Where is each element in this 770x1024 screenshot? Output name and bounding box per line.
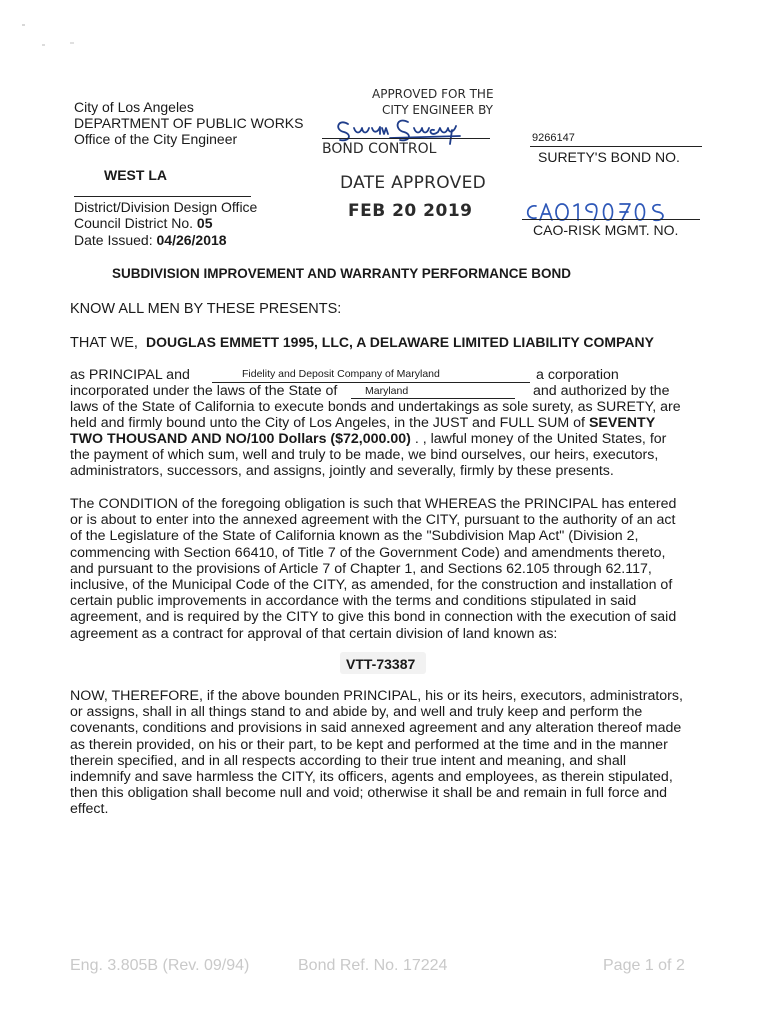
council-label: Council District No. bbox=[74, 215, 194, 231]
incorporated-text: incorporated under the laws of the State of bbox=[70, 383, 338, 399]
date-approved-label: DATE APPROVED bbox=[340, 173, 487, 193]
condition-paragraph bbox=[70, 496, 720, 642]
intro-line: KNOW ALL MEN BY THESE PRESENTS: bbox=[70, 301, 342, 317]
now-therefore-paragraph bbox=[70, 688, 720, 818]
surety-name-field bbox=[212, 368, 530, 383]
approval-line-1: APPROVED FOR THE bbox=[372, 87, 494, 101]
sum-words-part1: SEVENTY bbox=[588, 415, 656, 431]
cao-label: CAO-RISK MGMT. NO. bbox=[533, 222, 679, 238]
org-line-department: DEPARTMENT OF PUBLIC WORKS bbox=[74, 115, 304, 131]
document-title: SUBDIVISION IMPROVEMENT AND WARRANTY PERFORMANCE BOND bbox=[112, 266, 572, 281]
scan-speck bbox=[42, 44, 45, 46]
surety-bond-underline bbox=[530, 146, 702, 147]
state-name: Maryland bbox=[365, 385, 409, 397]
area-name: WEST LA bbox=[104, 167, 167, 183]
para1-line6: the payment of which sum, well and truly to be made, we bind ourselves, our heirs, executors, bbox=[70, 447, 659, 463]
bond-control-label: BOND CONTROL bbox=[322, 141, 437, 157]
council-district bbox=[74, 215, 213, 231]
area-underline bbox=[74, 196, 251, 197]
now-therefore-line: then this obligation shall become null and void; otherwise it shall be and remain in full force and bbox=[70, 785, 668, 802]
now-therefore-line: effect. bbox=[70, 801, 109, 818]
para1-line4-text: held and firmly bound unto the City of Los Angeles, in the JUST and FULL SUM of bbox=[70, 415, 585, 431]
condition-line: and pursuant to the provisions of Article 7 of Chapter 1, and Sections 62.105 through 62.117, bbox=[70, 560, 652, 577]
tract-number: VTT-73387 bbox=[346, 656, 416, 672]
condition-line: certain public improvements in accordance with the terms and conditions stipulated in said bbox=[70, 593, 637, 610]
date-issued-label: Date Issued: bbox=[74, 232, 153, 248]
condition-line: of the Legislature of the State of California known as the "Subdivision Map Act" (Division 2, bbox=[70, 528, 639, 545]
condition-line: inclusive, of the Municipal Code of the CITY, as amended, for the construction and installation of bbox=[70, 577, 673, 594]
now-therefore-line: indemnify and save harmless the CITY, its officers, agents and employees, as therein stipulated, bbox=[70, 769, 673, 786]
surety-name: Fidelity and Deposit Company of Maryland bbox=[242, 368, 440, 380]
date-issued-value: 04/26/2018 bbox=[156, 232, 227, 248]
org-line-office: Office of the City Engineer bbox=[74, 131, 238, 147]
now-therefore-line: NOW, THEREFORE, if the above bounden PRINCIPAL, his or its heirs, executors, administrators, bbox=[70, 688, 683, 704]
footer-bond-ref: Bond Ref. No. 17224 bbox=[298, 957, 448, 974]
footer-page-number: Page 1 of 2 bbox=[603, 957, 685, 974]
condition-line: commencing with Section 66410, of Title 7 of the Government Code) and amendments thereto, bbox=[70, 544, 666, 561]
authorized-text: and authorized by the bbox=[533, 383, 670, 399]
footer-form-number: Eng. 3.805B (Rev. 09/94) bbox=[70, 957, 250, 974]
as-principal-text: as PRINCIPAL and bbox=[70, 367, 190, 383]
date-approved-value: FEB 20 2019 bbox=[348, 201, 473, 221]
condition-line: agreement, and is required by the CITY to give this bond in connection with the execution of said bbox=[70, 609, 677, 626]
condition-line: The CONDITION of the foregoing obligation is such that WHEREAS the PRINCIPAL has entered bbox=[70, 496, 677, 512]
sum-words-part2: TWO THOUSAND AND NO/100 Dollars ($72,000.00) bbox=[70, 431, 411, 447]
cao-underline bbox=[522, 219, 700, 220]
now-therefore-line: therein specified, and in all respects according to their true intent and meaning, and shall bbox=[70, 752, 627, 769]
condition-line: or is about to enter into the annexed agreement with the CITY, pursuant to the authority of an act bbox=[70, 512, 676, 529]
condition-line: agreement as a contract for approval of that certain division of land known as: bbox=[70, 625, 558, 642]
para1-line7: administrators, successors, and assigns, jointly and severally, firmly by these presents. bbox=[70, 463, 614, 479]
org-line-city: City of Los Angeles bbox=[74, 99, 194, 115]
that-we-line bbox=[70, 334, 654, 351]
that-we-prefix: THAT WE, bbox=[70, 335, 138, 351]
date-issued bbox=[74, 232, 227, 248]
para1-line4 bbox=[70, 415, 655, 431]
para1-line5 bbox=[70, 431, 666, 447]
para1-line5-text: . , lawful money of the United States, for bbox=[414, 431, 667, 447]
bond-control-line bbox=[322, 138, 490, 139]
scan-speck bbox=[22, 24, 25, 26]
para1-line3: laws of the State of California to execute bonds and undertakings as sole surety, as SURETY, are bbox=[70, 399, 681, 415]
state-field bbox=[351, 384, 515, 399]
principal-name: DOUGLAS EMMETT 1995, LLC, A DELAWARE LIMITED LIABILITY COMPANY bbox=[146, 334, 654, 350]
now-therefore-line: as therein provided, on his or their part, to be kept and performed at the time and in the manner bbox=[70, 736, 668, 753]
surety-bond-label: SURETY'S BOND NO. bbox=[538, 149, 680, 165]
council-number: 05 bbox=[196, 215, 213, 231]
now-therefore-line: covenants, conditions and provisions in said annexed agreement and any alteration thereof made bbox=[70, 720, 682, 737]
scan-speck bbox=[70, 42, 74, 44]
now-therefore-line: or assigns, shall in all things stand to and abide by, and well and truly keep and perform the bbox=[70, 704, 643, 721]
approval-line-2: CITY ENGINEER BY bbox=[382, 103, 493, 117]
a-corporation-text: a corporation bbox=[536, 367, 619, 383]
district-office: District/Division Design Office bbox=[74, 199, 258, 215]
surety-bond-number: 9266147 bbox=[532, 132, 575, 144]
